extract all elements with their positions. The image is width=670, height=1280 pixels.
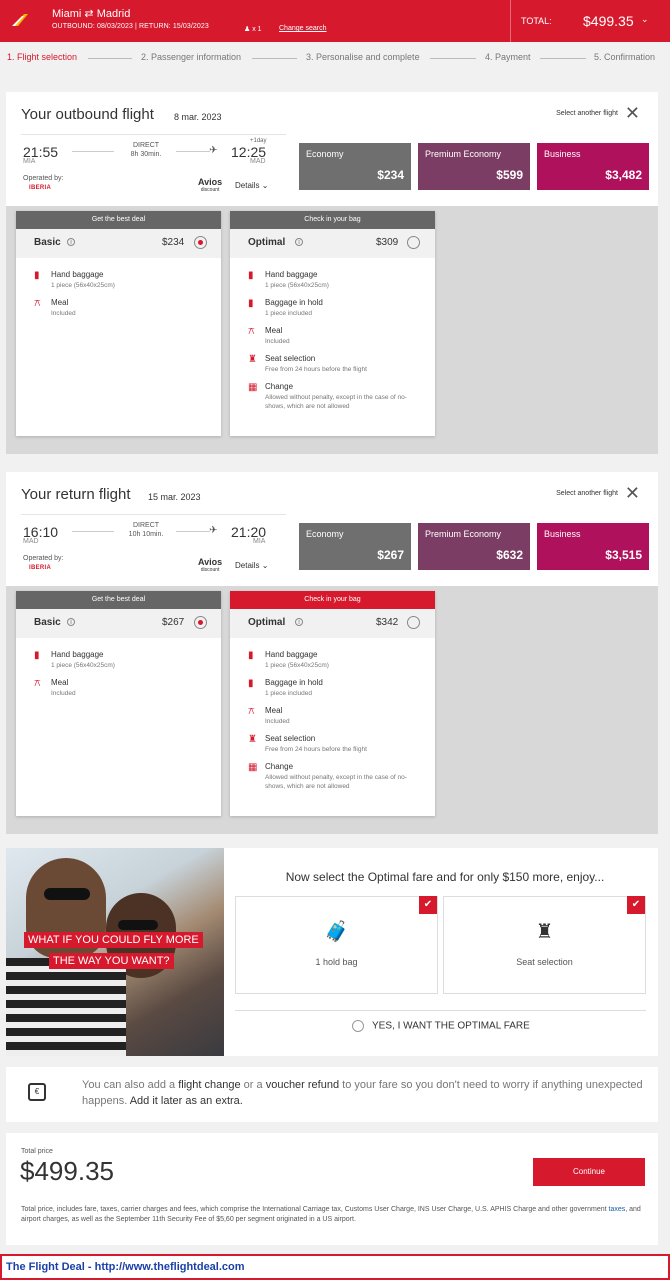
outbound-section xyxy=(6,92,658,206)
arrival-code: MIA xyxy=(253,538,266,545)
chevron-down-icon: ⌄ xyxy=(261,561,269,570)
departure-time: 21:55 xyxy=(23,144,59,160)
duration: 10h 10min. xyxy=(128,531,164,538)
travel-dates: OUTBOUND: 08/03/2023 | RETURN: 15/03/2023 xyxy=(52,23,209,30)
seat-icon: ♜ xyxy=(535,921,554,943)
fare-price: $234 xyxy=(162,237,185,248)
fare-price: $342 xyxy=(376,617,399,628)
total-value: $499.35 xyxy=(583,13,634,29)
step-divider xyxy=(540,58,586,59)
change-calendar-icon: ▦ xyxy=(248,382,258,393)
hand-baggage-icon: ▮ xyxy=(248,270,254,281)
cabin-economy[interactable]: Economy $267 xyxy=(299,523,411,570)
benefit-hold-bag: ✔ 🧳 1 hold bag xyxy=(235,896,438,994)
couple-photo xyxy=(6,848,224,1056)
cabin-premium-economy[interactable]: Premium Economy $632 xyxy=(418,523,530,570)
return-date: 15 mar. 2023 xyxy=(148,492,201,502)
meal-icon: ⚻ xyxy=(248,326,255,337)
step-passenger-information: 2. Passenger information xyxy=(141,52,242,62)
fare-radio[interactable] xyxy=(407,616,420,629)
divider xyxy=(21,134,286,135)
progress-steps xyxy=(0,48,670,68)
origin-city: Miami xyxy=(52,8,82,20)
info-icon[interactable]: i xyxy=(295,238,303,246)
route-line xyxy=(72,151,114,152)
total-label: TOTAL: xyxy=(521,16,552,26)
meal-icon: ⚻ xyxy=(34,678,41,689)
hand-baggage-icon: ▮ xyxy=(248,650,254,661)
hand-baggage-icon: ▮ xyxy=(34,270,40,281)
promo-tagline-1: WHAT IF YOU COULD FLY MORE xyxy=(24,932,203,948)
optimal-upsell xyxy=(6,848,658,1056)
details-toggle[interactable]: Details ⌄ xyxy=(235,181,269,190)
watermark-footer xyxy=(0,1254,670,1280)
step-divider xyxy=(430,58,476,59)
fare-banner: Get the best deal xyxy=(16,211,221,229)
continue-button[interactable]: Continue xyxy=(533,1158,645,1186)
seat-icon: ♜ xyxy=(248,354,257,365)
duration: 8h 30min. xyxy=(130,151,162,158)
close-icon[interactable]: ✕ xyxy=(624,483,640,503)
route-line xyxy=(72,531,114,532)
check-icon: ✔ xyxy=(627,896,645,914)
calendar-voucher-icon: € xyxy=(28,1083,46,1101)
person-icon: ♟ xyxy=(244,26,253,33)
arrival-time: 21:20 xyxy=(231,524,267,540)
swap-icon: ⇄ xyxy=(84,8,94,20)
change-search-link[interactable]: Change search xyxy=(279,25,327,32)
fare-name: Optimal xyxy=(248,237,286,248)
passenger-count: ♟ x 1 xyxy=(244,26,262,33)
fare-banner: Get the best deal xyxy=(16,591,221,609)
hand-baggage-icon: ▮ xyxy=(34,650,40,661)
fare-card-optimal[interactable]: Check in your bag Optimal i $309 ▮ Hand baggage 1 piece (56x40x25cm) ▮ Baggage in hold 1 piece included ⚻ Meal Included ♜ Seat selection Free from 24 hours before the flight ▦ Change Allowed without penalty, except in the case of no-shows, which are not allowed xyxy=(230,211,435,436)
operated-by-label: Operated by: xyxy=(23,175,64,182)
suitcase-icon: 🧳 xyxy=(324,921,349,943)
check-icon: ✔ xyxy=(419,896,437,914)
meal-icon: ⚻ xyxy=(34,298,41,309)
fare-price: $309 xyxy=(376,237,399,248)
step-divider xyxy=(252,58,297,59)
hold-baggage-icon: ▮ xyxy=(248,678,254,689)
close-icon[interactable]: ✕ xyxy=(624,103,640,123)
benefit-seat-selection: ✔ ♜ Seat selection xyxy=(443,896,646,994)
fare-radio[interactable] xyxy=(407,236,420,249)
plane-icon: ✈ xyxy=(209,525,218,536)
extras-info xyxy=(6,1067,658,1122)
step-confirmation: 5. Confirmation xyxy=(594,52,656,62)
outbound-title: Your outbound flight xyxy=(21,106,154,123)
step-personalise: 3. Personalise and complete xyxy=(306,52,420,62)
cabin-premium-economy[interactable]: Premium Economy $599 xyxy=(418,143,530,190)
avios-logo: Avios discount xyxy=(198,177,223,193)
hold-baggage-icon: ▮ xyxy=(248,298,254,309)
return-fares xyxy=(6,586,658,834)
cabin-economy[interactable]: Economy $234 xyxy=(299,143,411,190)
fare-name: Basic xyxy=(34,237,61,248)
details-toggle[interactable]: Details ⌄ xyxy=(235,561,269,570)
route-line xyxy=(176,531,210,532)
total-dropdown[interactable] xyxy=(510,0,670,42)
total-price-value: $499.35 xyxy=(20,1156,114,1186)
total-price-label: Total price xyxy=(21,1148,53,1155)
seat-icon: ♜ xyxy=(248,734,257,745)
info-icon[interactable]: i xyxy=(67,238,75,246)
divider xyxy=(235,1010,646,1011)
plus-day: +1day xyxy=(250,138,267,144)
direct-label: DIRECT xyxy=(132,142,160,149)
return-title: Your return flight xyxy=(21,486,131,503)
price-disclaimer: Total price, includes fare, taxes, carrier charges and fees, which comprise the International Carriage tax, Customs User Charge, INS User Charge, U.S. APHIS Charge and other government taxes, and airport charges, as well as the September 11th Security Fee of $5,60 per segment originated in a US airport. xyxy=(21,1206,641,1223)
fare-card-basic[interactable]: Get the best deal Basic i $267 ▮ Hand baggage 1 piece (56x40x25cm) ⚻ Meal Included xyxy=(16,591,221,816)
select-another-flight-link[interactable]: Select another flight xyxy=(556,110,618,117)
departure-code: MAD xyxy=(23,538,39,545)
route-line xyxy=(176,151,210,152)
fare-name: Basic xyxy=(34,617,61,628)
radio-button[interactable] xyxy=(352,1020,364,1032)
info-icon[interactable]: i xyxy=(67,618,75,626)
fare-radio[interactable] xyxy=(194,616,207,629)
iberia-logo: IBERIA xyxy=(29,185,52,191)
route-summary xyxy=(52,7,327,33)
fare-card-basic[interactable]: Get the best deal Basic i $234 ▮ Hand baggage 1 piece (56x40x25cm) ⚻ Meal Included xyxy=(16,211,221,436)
operated-by-label: Operated by: xyxy=(23,555,64,562)
step-payment: 4. Payment xyxy=(485,52,531,62)
iberia-logo-icon xyxy=(12,12,30,28)
outbound-fares xyxy=(6,206,658,454)
fare-price: $267 xyxy=(162,617,185,628)
departure-code: MIA xyxy=(23,158,36,165)
meal-icon: ⚻ xyxy=(248,706,255,717)
promo-tagline-2: THE WAY YOU WANT? xyxy=(49,953,174,969)
destination-city: Madrid xyxy=(96,8,131,20)
cabin-business[interactable]: Business $3,482 xyxy=(537,143,649,190)
extras-text: You can also add a flight change or a voucher refund to your fare so you don't need to worry if anything unexpected happens. Add it later as an extra. xyxy=(82,1079,643,1107)
direct-label: DIRECT xyxy=(132,522,160,529)
fare-card-optimal[interactable]: Check in your bag Optimal i $342 ▮ Hand baggage 1 piece (56x40x25cm) ▮ Baggage in hold 1 piece included ⚻ Meal Included ♜ Seat selection Free from 24 hours before the flight ▦ Change Allowed without penalty, except in the case of no-shows, which are not allowed xyxy=(230,591,435,816)
fare-radio[interactable] xyxy=(194,236,207,249)
info-icon[interactable]: i xyxy=(295,618,303,626)
taxes-link[interactable]: taxes xyxy=(608,1206,626,1213)
select-another-flight-link[interactable]: Select another flight xyxy=(556,490,618,497)
step-divider xyxy=(88,58,132,59)
fare-banner: Check in your bag xyxy=(230,211,435,229)
divider xyxy=(21,514,286,515)
chevron-down-icon: ⌄ xyxy=(261,181,269,190)
cabin-business[interactable]: Business $3,515 xyxy=(537,523,649,570)
arrival-code: MAD xyxy=(250,158,266,165)
top-bar xyxy=(0,0,670,42)
outbound-date: 8 mar. 2023 xyxy=(174,112,222,122)
total-price-section xyxy=(6,1133,658,1245)
return-section xyxy=(6,472,658,586)
add-later-link[interactable]: Add it later as an extra. xyxy=(129,1095,243,1107)
arrival-time: 12:25 xyxy=(231,144,267,160)
footer-text: The Flight Deal - http://www.theflightdeal.com xyxy=(6,1261,245,1273)
avios-logo: Avios discount xyxy=(198,557,223,573)
fare-banner: Check in your bag xyxy=(230,591,435,609)
step-flight-selection: 1. Flight selection xyxy=(7,52,78,62)
chevron-down-icon: ⌄ xyxy=(641,14,649,24)
promo-title: Now select the Optimal fare and for only $150 more, enjoy... xyxy=(285,870,605,884)
fare-name: Optimal xyxy=(248,617,286,628)
change-calendar-icon: ▦ xyxy=(248,762,258,773)
departure-time: 16:10 xyxy=(23,524,59,540)
iberia-logo: IBERIA xyxy=(29,565,52,571)
plane-icon: ✈ xyxy=(209,145,218,156)
want-optimal-option[interactable]: YES, I WANT THE OPTIMAL FARE xyxy=(352,1020,530,1032)
